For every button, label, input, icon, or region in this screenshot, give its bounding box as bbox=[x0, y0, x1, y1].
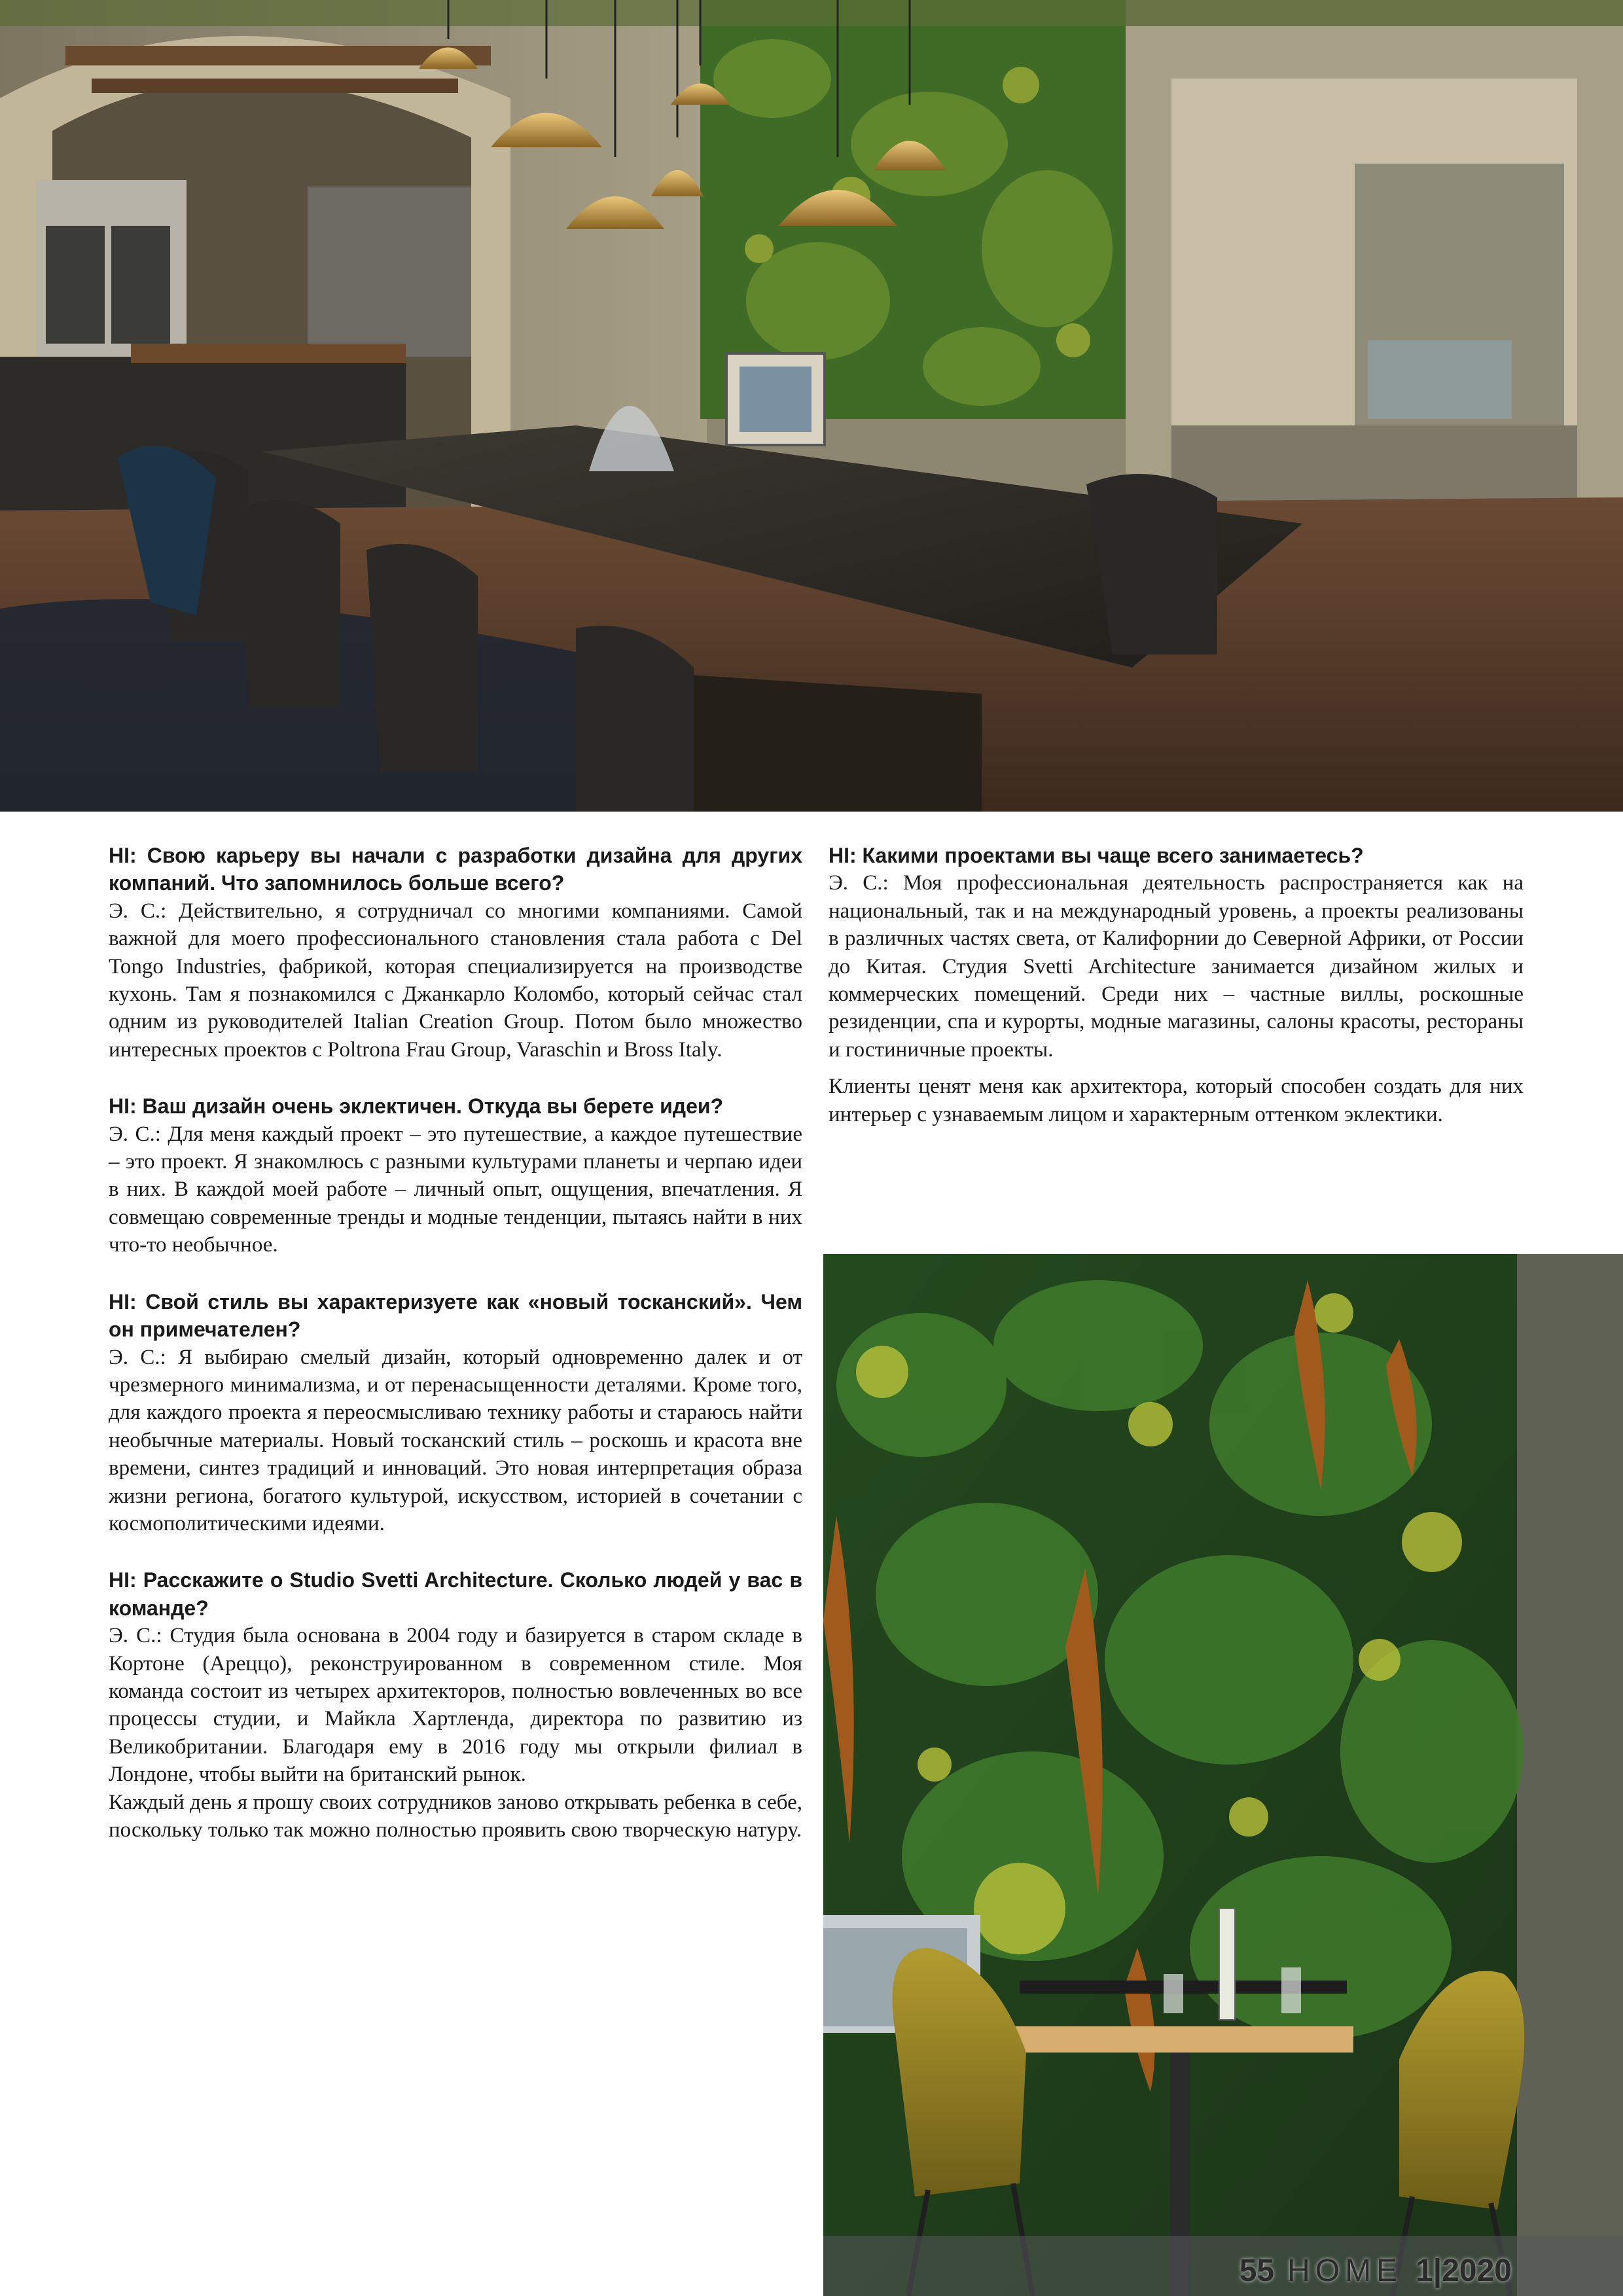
green-wall-illustration bbox=[823, 1254, 1623, 2296]
magazine-name: HOME bbox=[1287, 2253, 1403, 2288]
question-heading: HI: Какими проектами вы чаще всего занимаетесь? bbox=[829, 844, 1364, 867]
qa-block-style bbox=[109, 1288, 802, 1538]
answer-paragraph: Э. С.: Для меня каждый проект – это путешествие, а каждое путешествие – это проект. Я знакомлюсь с разными культурами планеты и черпаю идеи в них. В каждой моей работе – личный опыт, ощущения, впечатления. Я совмещаю современные тренды и модные тенденции, пытаясь найти в них что-то необычное. bbox=[109, 1122, 802, 1257]
right-column bbox=[829, 842, 1524, 1157]
question-heading: HI: Свою карьеру вы начали с разработки дизайна для других компаний. Что запомнилось больше всего? bbox=[109, 844, 802, 895]
green-wall-photo bbox=[823, 1254, 1623, 2296]
answer-paragraph-continued: Каждый день я прошу своих сотрудников заново открывать ребенка в себе, поскольку только так можно полностью проявить свою творческую натуру. bbox=[109, 1790, 802, 1842]
dining-room-photo bbox=[0, 0, 1623, 812]
issue-number: 1|2020 bbox=[1416, 2253, 1512, 2288]
answer-paragraph: Э. С.: Я выбираю смелый дизайн, который одновременно далек и от чрезмерного минимализма, и от перенасыщенности деталями. Кроме того, для каждого проекта я переосмысливаю технику работы и стараюсь найти необычные материалы. Новый тосканский стиль – роскошь и красота вне времени, синтез традиций и инноваций. Это новая интерпретация образа жизни региона, богатого культурой, искусством, историей в сочетании с космополитическими идеями. bbox=[109, 1345, 802, 1535]
answer-paragraph: Э. С.: Действительно, я сотрудничал со многими компаниями. Самой важной для моего профессионального становления стала работа с Del Tongo Industries, фабрикой, которая специализируется на производстве кухонь. Там я познакомился с Джанкарло Коломбо, который сейчас стал одним из руководителей Italian Creation Group. Потом было множество интересных проектов с Poltrona Frau Group, Varaschin и Bross Italy. bbox=[109, 899, 802, 1062]
dining-room-illustration bbox=[0, 0, 1623, 812]
page-number: 55 bbox=[1239, 2253, 1275, 2288]
question-heading: HI: Ваш дизайн очень эклектичен. Откуда вы берете идеи? bbox=[109, 1094, 724, 1119]
qa-block-career bbox=[109, 842, 802, 1064]
question-heading: HI: Свой стиль вы характеризуете как «новый тосканский». Чем он примечателен? bbox=[109, 1289, 802, 1342]
question-heading: HI: Расскажите о Studio Svetti Architecture. Сколько людей у вас в команде? bbox=[109, 1568, 802, 1620]
left-column bbox=[109, 842, 802, 1873]
page-footer bbox=[1240, 2253, 1512, 2296]
qa-block-projects bbox=[829, 842, 1524, 1128]
qa-block-studio bbox=[109, 1566, 802, 1844]
qa-block-ideas bbox=[109, 1092, 802, 1259]
answer-paragraph-continued: Клиенты ценят меня как архитектора, который способен создать для них интерьер с узнаваемым лицом и характерным оттенком эклектики. bbox=[829, 1075, 1524, 1126]
answer-paragraph: Э. С.: Моя профессиональная деятельность распространяется как на национальный, так и на международный уровень, а проекты реализованы в различных частях света, от Калифорнии до Северной Африки, от России до Китая. Студия Svetti Architecture занимается дизайном жилых и коммерческих помещений. Среди них – частные виллы, роскошные резиденции, спа и курорты, модные магазины, салоны красоты, рестораны и гостиничные проекты. bbox=[829, 871, 1524, 1062]
answer-paragraph: Э. С.: Студия была основана в 2004 году и базируется в старом складе в Кортоне (Ареццо), реконструированном в современном стиле. Моя команда состоит из четырех архитекторов, полностью вовлеченных во все процессы студии, и Майкла Хартленда, директора по развитию из Великобритании. Благодаря ему в 2016 году мы открыли филиал в Лондоне, чтобы выйти на британский рынок. bbox=[109, 1624, 802, 1787]
